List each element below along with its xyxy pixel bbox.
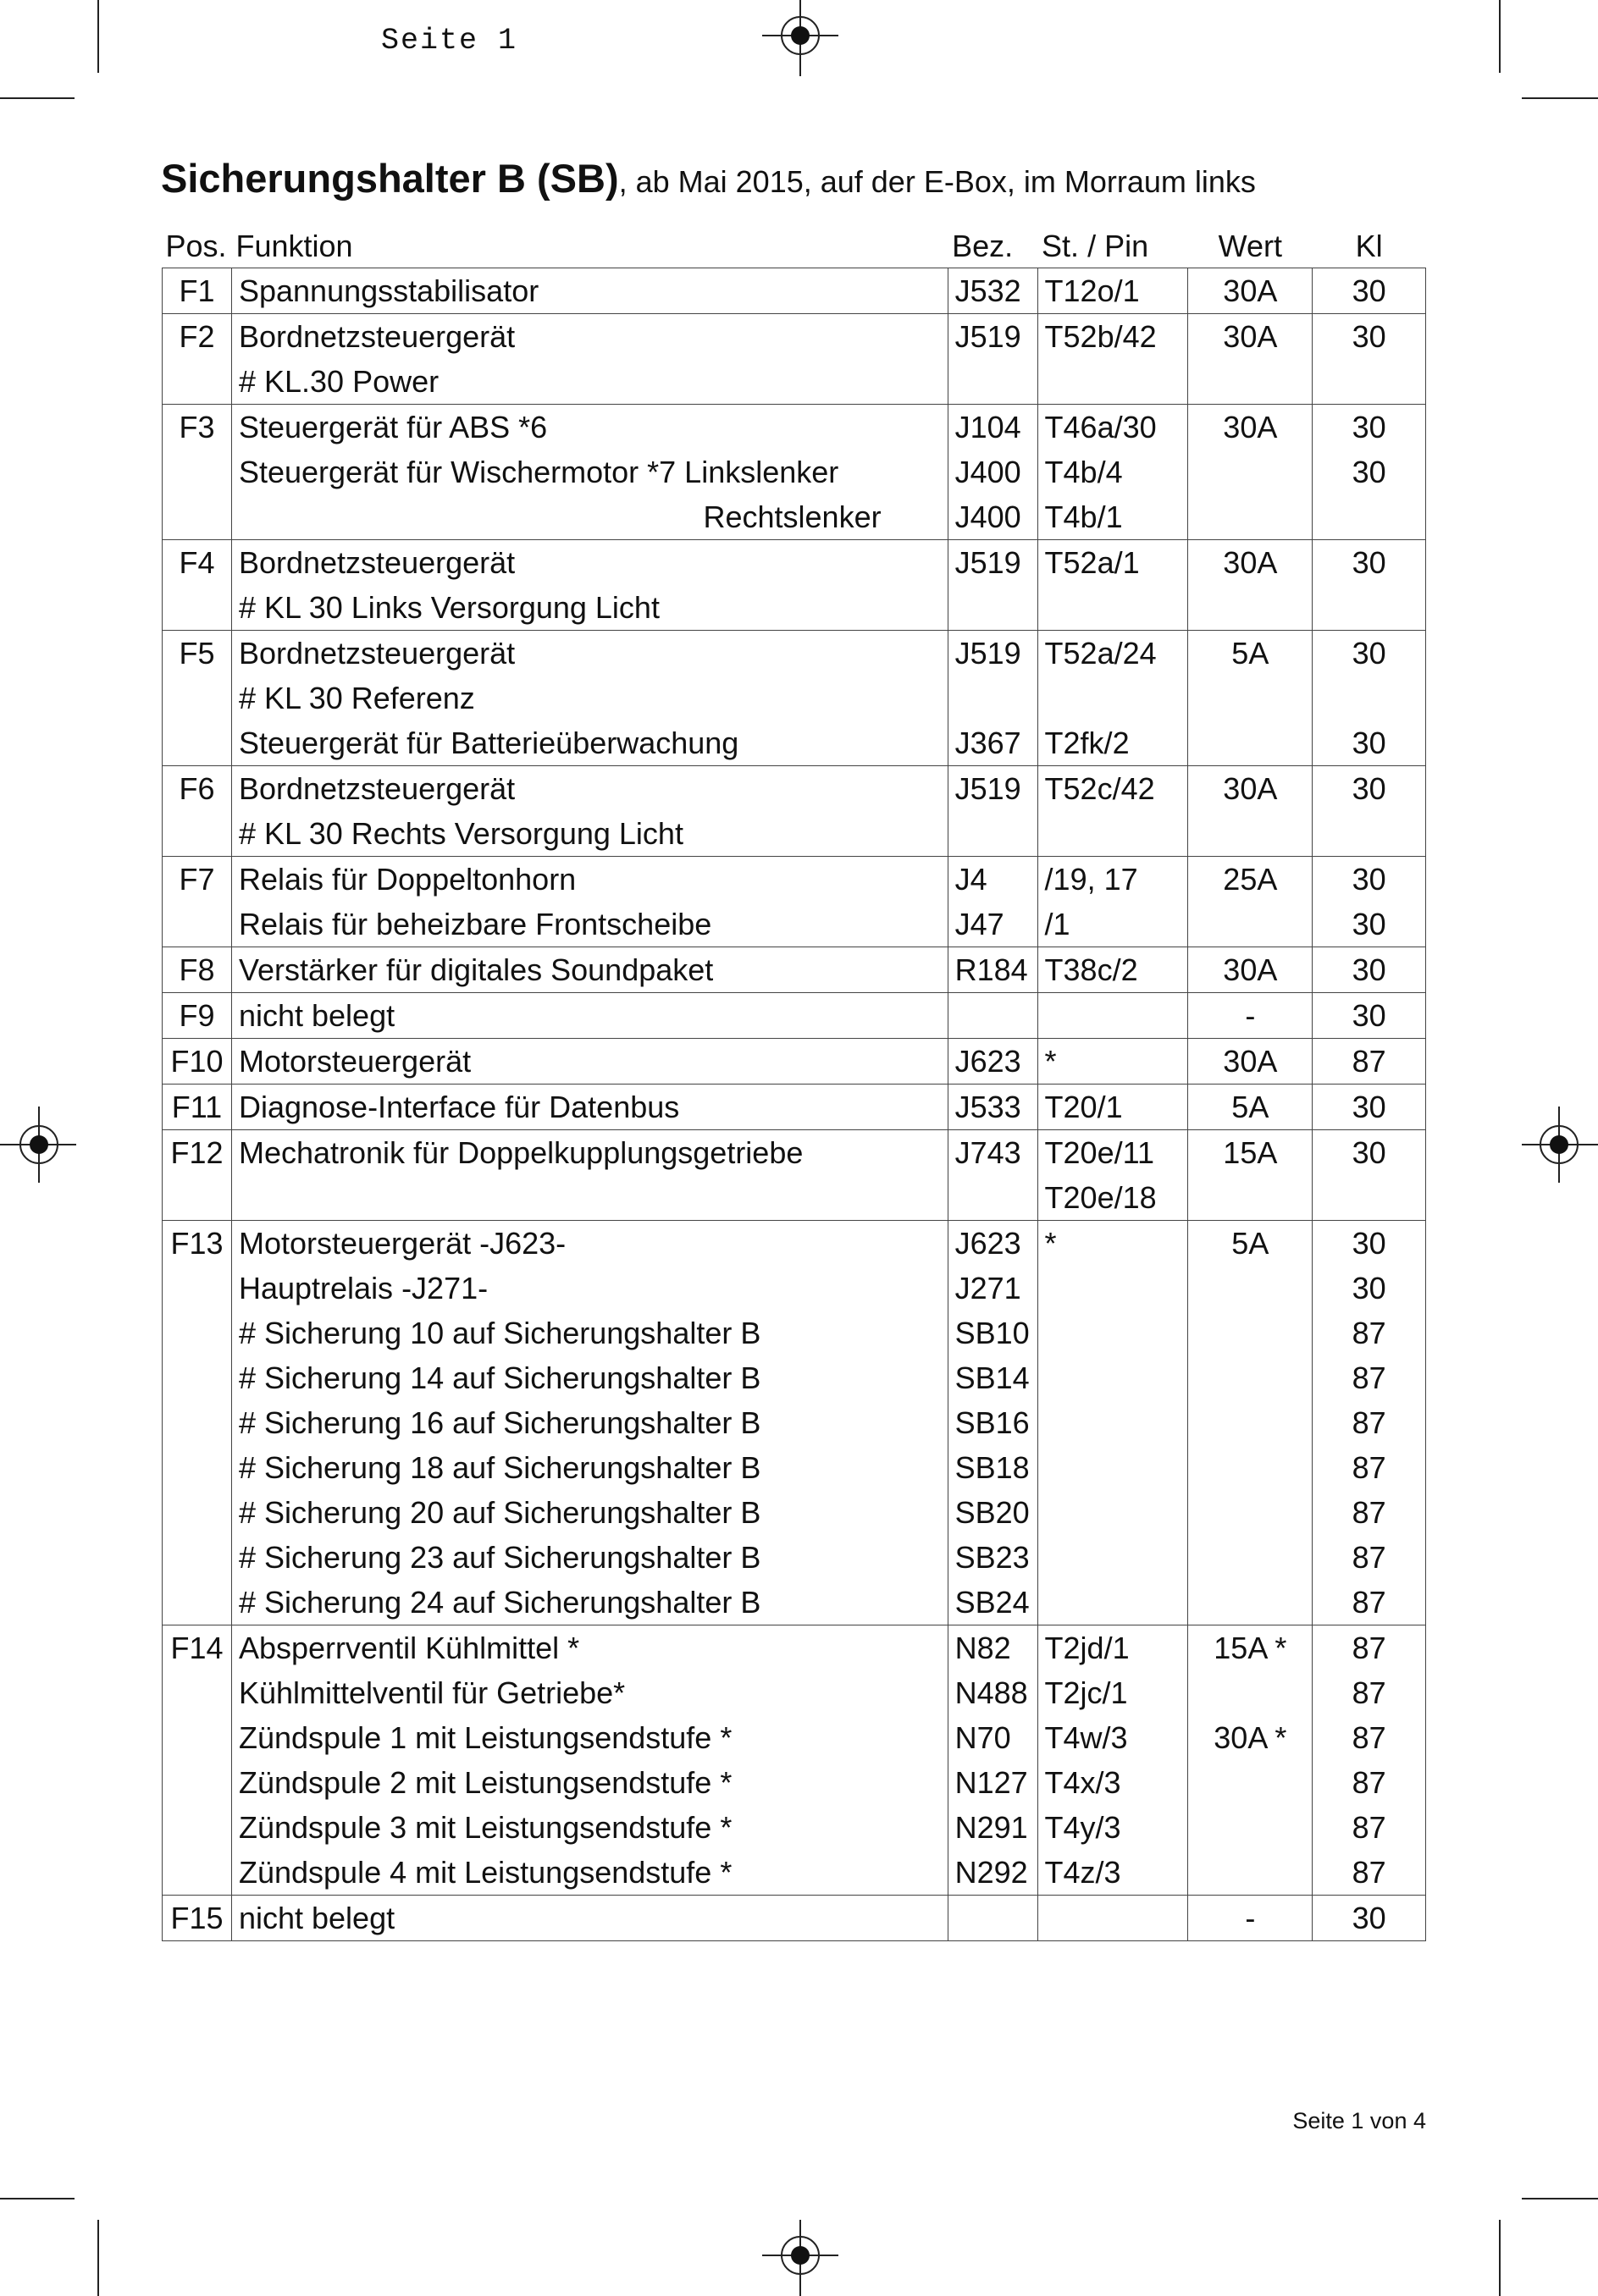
cell-funktion: Relais für beheizbare Frontscheibe	[231, 902, 948, 947]
cell-wert	[1188, 494, 1313, 540]
cell-funktion: # Sicherung 18 auf Sicherungshalter B	[231, 1445, 948, 1490]
cell-funktion: Steuergerät für ABS *6	[231, 405, 948, 450]
table-row	[163, 1355, 1426, 1400]
column-header-pos: Pos.	[163, 218, 232, 268]
cell-pos: F9	[163, 993, 232, 1039]
cell-bez: SB20	[948, 1490, 1037, 1535]
cell-wert: -	[1188, 993, 1313, 1039]
cell-pos	[163, 359, 232, 405]
cell-wert	[1188, 720, 1313, 766]
table-row	[163, 1670, 1426, 1715]
cell-wert	[1188, 1445, 1313, 1490]
table-row	[163, 494, 1426, 540]
cell-bez: J4	[948, 857, 1037, 902]
cell-pin	[1037, 1355, 1188, 1400]
table-row	[163, 359, 1426, 405]
cell-bez: J519	[948, 540, 1037, 586]
table-row	[163, 947, 1426, 993]
cell-pos	[163, 1311, 232, 1355]
table-row	[163, 1085, 1426, 1130]
crop-mark	[97, 2220, 99, 2296]
cell-kl: 87	[1313, 1039, 1426, 1085]
cell-wert: 30A *	[1188, 1715, 1313, 1760]
cell-wert	[1188, 1266, 1313, 1311]
table-row	[163, 1266, 1426, 1311]
cell-pin: T4b/1	[1037, 494, 1188, 540]
cell-bez	[948, 993, 1037, 1039]
cell-funktion: nicht belegt	[231, 993, 948, 1039]
cell-kl: 30	[1313, 993, 1426, 1039]
cell-kl: 87	[1313, 1311, 1426, 1355]
table-row	[163, 1130, 1426, 1176]
cell-bez	[948, 359, 1037, 405]
table-row	[163, 1311, 1426, 1355]
cell-pos: F12	[163, 1130, 232, 1176]
cell-funktion: Zündspule 2 mit Leistungsendstufe *	[231, 1760, 948, 1805]
cell-kl: 30	[1313, 1266, 1426, 1311]
cell-wert	[1188, 902, 1313, 947]
cell-bez: J367	[948, 720, 1037, 766]
cell-pin: T4y/3	[1037, 1805, 1188, 1850]
crop-mark	[1522, 2198, 1598, 2199]
cell-pin	[1037, 1896, 1188, 1941]
cell-pin	[1037, 811, 1188, 857]
cell-wert	[1188, 1670, 1313, 1715]
cell-wert: 15A	[1188, 1130, 1313, 1176]
crop-mark	[97, 0, 99, 73]
cell-pin: T4z/3	[1037, 1850, 1188, 1896]
table-row	[163, 1805, 1426, 1850]
cell-wert: 5A	[1188, 631, 1313, 676]
cell-kl	[1313, 1175, 1426, 1221]
column-header-funktion: Funktion	[231, 218, 948, 268]
cell-pos: F3	[163, 405, 232, 450]
table-row	[163, 1221, 1426, 1267]
cell-pos	[163, 585, 232, 631]
cell-wert: 30A	[1188, 947, 1313, 993]
cell-pos	[163, 1175, 232, 1221]
cell-pos	[163, 902, 232, 947]
cell-kl: 30	[1313, 1130, 1426, 1176]
cell-funktion: Steuergerät für Wischermotor *7 Linkslenker	[231, 450, 948, 494]
cell-bez: J623	[948, 1221, 1037, 1267]
cell-wert	[1188, 1580, 1313, 1625]
cell-bez: N292	[948, 1850, 1037, 1896]
cell-pin: T2fk/2	[1037, 720, 1188, 766]
cell-pin	[1037, 1580, 1188, 1625]
cell-kl: 30	[1313, 540, 1426, 586]
cell-funktion: Motorsteuergerät	[231, 1039, 948, 1085]
cell-pos: F4	[163, 540, 232, 586]
table-row	[163, 631, 1426, 676]
cell-pin: T20/1	[1037, 1085, 1188, 1130]
cell-bez: N127	[948, 1760, 1037, 1805]
table-row	[163, 585, 1426, 631]
cell-pos	[163, 1805, 232, 1850]
cell-pos: F11	[163, 1085, 232, 1130]
cell-wert	[1188, 1760, 1313, 1805]
cell-kl: 30	[1313, 631, 1426, 676]
cell-pin	[1037, 1535, 1188, 1580]
cell-funktion: # Sicherung 24 auf Sicherungshalter B	[231, 1580, 948, 1625]
cell-pos	[163, 494, 232, 540]
cell-pos: F1	[163, 268, 232, 314]
cell-pos	[163, 676, 232, 720]
table-row	[163, 902, 1426, 947]
cell-bez: N70	[948, 1715, 1037, 1760]
cell-pin	[1037, 1400, 1188, 1445]
cell-pos	[163, 1400, 232, 1445]
table-row	[163, 405, 1426, 450]
cell-funktion: Hauptrelais -J271-	[231, 1266, 948, 1311]
column-header-wert: Wert	[1188, 218, 1313, 268]
registration-mark-icon	[758, 2220, 843, 2296]
page-footer: Seite 1 von 4	[1292, 2108, 1426, 2133]
cell-kl: 87	[1313, 1445, 1426, 1490]
cell-pos	[163, 1850, 232, 1896]
cell-wert	[1188, 585, 1313, 631]
cell-wert: 25A	[1188, 857, 1313, 902]
table-row	[163, 1580, 1426, 1625]
cell-wert: 30A	[1188, 314, 1313, 360]
table-row	[163, 1039, 1426, 1085]
cell-pin: T20e/18	[1037, 1175, 1188, 1221]
cell-kl: 30	[1313, 766, 1426, 812]
cell-bez	[948, 811, 1037, 857]
cell-bez	[948, 676, 1037, 720]
cell-funktion: # KL 30 Links Versorgung Licht	[231, 585, 948, 631]
cell-pin: T46a/30	[1037, 405, 1188, 450]
cell-wert	[1188, 1535, 1313, 1580]
cell-pin: *	[1037, 1221, 1188, 1267]
cell-wert: 15A *	[1188, 1625, 1313, 1671]
cell-funktion: Verstärker für digitales Soundpaket	[231, 947, 948, 993]
cell-bez: R184	[948, 947, 1037, 993]
cell-bez: N82	[948, 1625, 1037, 1671]
cell-pin: T4x/3	[1037, 1760, 1188, 1805]
fuse-table	[162, 218, 1426, 1941]
cell-pos: F8	[163, 947, 232, 993]
cell-wert: -	[1188, 1896, 1313, 1941]
cell-bez: N488	[948, 1670, 1037, 1715]
cell-wert: 30A	[1188, 766, 1313, 812]
cell-kl: 87	[1313, 1580, 1426, 1625]
cell-pos	[163, 1445, 232, 1490]
cell-bez: SB18	[948, 1445, 1037, 1490]
cell-pin	[1037, 1445, 1188, 1490]
cell-bez	[948, 585, 1037, 631]
cell-pin	[1037, 1266, 1188, 1311]
cell-pin: T38c/2	[1037, 947, 1188, 993]
cell-funktion	[231, 494, 948, 540]
cell-funktion: Bordnetzsteuergerät	[231, 631, 948, 676]
cell-funktion: Bordnetzsteuergerät	[231, 540, 948, 586]
cell-pin: /19, 17	[1037, 857, 1188, 902]
cell-kl: 87	[1313, 1355, 1426, 1400]
cell-wert: 30A	[1188, 1039, 1313, 1085]
table-header-row	[163, 218, 1426, 268]
cell-pos: F2	[163, 314, 232, 360]
cell-bez	[948, 1896, 1037, 1941]
cell-bez: J271	[948, 1266, 1037, 1311]
cell-pin: T52c/42	[1037, 766, 1188, 812]
cell-bez: J519	[948, 631, 1037, 676]
cell-bez: J623	[948, 1039, 1037, 1085]
page-header-label: Seite 1	[381, 24, 518, 58]
cell-funktion: Absperrventil Kühlmittel *	[231, 1625, 948, 1671]
cell-pos	[163, 1760, 232, 1805]
cell-funktion: Spannungsstabilisator	[231, 268, 948, 314]
cell-pin	[1037, 1490, 1188, 1535]
cell-funktion	[231, 1175, 948, 1221]
cell-pos	[163, 1670, 232, 1715]
cell-kl: 87	[1313, 1850, 1426, 1896]
cell-funktion: Zündspule 1 mit Leistungsendstufe *	[231, 1715, 948, 1760]
table-row	[163, 268, 1426, 314]
cell-pin: T52a/24	[1037, 631, 1188, 676]
cell-pin: T2jd/1	[1037, 1625, 1188, 1671]
cell-bez: J47	[948, 902, 1037, 947]
table-row	[163, 993, 1426, 1039]
registration-mark-icon	[1522, 1102, 1598, 1187]
cell-pos: F5	[163, 631, 232, 676]
cell-wert: 30A	[1188, 540, 1313, 586]
table-row	[163, 314, 1426, 360]
cell-bez: SB10	[948, 1311, 1037, 1355]
table-row	[163, 857, 1426, 902]
cell-wert: 5A	[1188, 1085, 1313, 1130]
cell-funktion: # KL 30 Referenz	[231, 676, 948, 720]
crop-mark	[1499, 0, 1501, 73]
cell-bez: N291	[948, 1805, 1037, 1850]
cell-kl: 30	[1313, 268, 1426, 314]
cell-kl: 30	[1313, 947, 1426, 993]
cell-kl: 30	[1313, 857, 1426, 902]
cell-bez: SB23	[948, 1535, 1037, 1580]
cell-wert	[1188, 676, 1313, 720]
cell-funktion: # Sicherung 14 auf Sicherungshalter B	[231, 1355, 948, 1400]
table-row	[163, 720, 1426, 766]
cell-pin	[1037, 1311, 1188, 1355]
table-row	[163, 1535, 1426, 1580]
cell-pos: F10	[163, 1039, 232, 1085]
table-row	[163, 450, 1426, 494]
crop-mark	[0, 2198, 75, 2199]
cell-funktion: Zündspule 3 mit Leistungsendstufe *	[231, 1805, 948, 1850]
crop-mark	[1499, 2220, 1501, 2296]
cell-pin: T4b/4	[1037, 450, 1188, 494]
cell-funktion-text: Rechtslenker	[703, 499, 882, 534]
table-row	[163, 1490, 1426, 1535]
cell-bez: J400	[948, 450, 1037, 494]
cell-pos	[163, 811, 232, 857]
cell-pos: F7	[163, 857, 232, 902]
cell-kl: 87	[1313, 1805, 1426, 1850]
cell-kl	[1313, 676, 1426, 720]
column-header-kl: Kl	[1313, 218, 1426, 268]
table-row	[163, 1715, 1426, 1760]
cell-kl: 30	[1313, 902, 1426, 947]
cell-pos	[163, 1490, 232, 1535]
cell-pos	[163, 1580, 232, 1625]
cell-pin: T12o/1	[1037, 268, 1188, 314]
table-row	[163, 1760, 1426, 1805]
cell-pos	[163, 1355, 232, 1400]
cell-bez	[948, 1175, 1037, 1221]
table-row	[163, 1625, 1426, 1671]
table-row	[163, 1896, 1426, 1941]
cell-kl	[1313, 359, 1426, 405]
cell-pin: T52b/42	[1037, 314, 1188, 360]
table-row	[163, 1850, 1426, 1896]
cell-wert: 30A	[1188, 405, 1313, 450]
cell-pos	[163, 720, 232, 766]
cell-funktion: nicht belegt	[231, 1896, 948, 1941]
cell-kl: 87	[1313, 1760, 1426, 1805]
cell-funktion: # Sicherung 10 auf Sicherungshalter B	[231, 1311, 948, 1355]
cell-pin	[1037, 993, 1188, 1039]
cell-funktion: Bordnetzsteuergerät	[231, 314, 948, 360]
cell-bez: SB16	[948, 1400, 1037, 1445]
cell-kl: 30	[1313, 405, 1426, 450]
cell-wert	[1188, 1400, 1313, 1445]
table-row	[163, 1445, 1426, 1490]
table-row	[163, 1400, 1426, 1445]
cell-pin	[1037, 585, 1188, 631]
cell-bez: J743	[948, 1130, 1037, 1176]
cell-wert	[1188, 1805, 1313, 1850]
crop-mark	[1522, 97, 1598, 99]
cell-pos: F6	[163, 766, 232, 812]
cell-bez: J104	[948, 405, 1037, 450]
table-row	[163, 766, 1426, 812]
cell-funktion: Relais für Doppeltonhorn	[231, 857, 948, 902]
cell-kl	[1313, 811, 1426, 857]
cell-wert	[1188, 1490, 1313, 1535]
cell-kl: 30	[1313, 314, 1426, 360]
cell-bez: J533	[948, 1085, 1037, 1130]
cell-bez: J519	[948, 314, 1037, 360]
cell-funktion: Motorsteuergerät -J623-	[231, 1221, 948, 1267]
cell-bez: SB24	[948, 1580, 1037, 1625]
cell-pin	[1037, 359, 1188, 405]
cell-kl: 30	[1313, 1221, 1426, 1267]
cell-funktion: # KL 30 Rechts Versorgung Licht	[231, 811, 948, 857]
registration-mark-icon	[0, 1102, 76, 1187]
cell-funktion: # Sicherung 23 auf Sicherungshalter B	[231, 1535, 948, 1580]
cell-funktion: Diagnose-Interface für Datenbus	[231, 1085, 948, 1130]
cell-funktion: # Sicherung 16 auf Sicherungshalter B	[231, 1400, 948, 1445]
cell-bez: J532	[948, 268, 1037, 314]
cell-funktion: Kühlmittelventil für Getriebe*	[231, 1670, 948, 1715]
column-header-bez: Bez.	[948, 218, 1037, 268]
cell-wert	[1188, 811, 1313, 857]
cell-funktion: Steuergerät für Batterieüberwachung	[231, 720, 948, 766]
cell-bez: J519	[948, 766, 1037, 812]
cell-pos: F13	[163, 1221, 232, 1267]
cell-bez: J400	[948, 494, 1037, 540]
cell-kl: 87	[1313, 1490, 1426, 1535]
cell-kl: 87	[1313, 1400, 1426, 1445]
cell-kl	[1313, 494, 1426, 540]
cell-bez: SB14	[948, 1355, 1037, 1400]
table-row	[163, 540, 1426, 586]
cell-wert	[1188, 1175, 1313, 1221]
cell-pin: T4w/3	[1037, 1715, 1188, 1760]
cell-wert	[1188, 1311, 1313, 1355]
cell-wert	[1188, 1850, 1313, 1896]
cell-kl: 30	[1313, 720, 1426, 766]
cell-funktion: Mechatronik für Doppelkupplungsgetriebe	[231, 1130, 948, 1176]
cell-wert	[1188, 359, 1313, 405]
cell-kl: 87	[1313, 1535, 1426, 1580]
cell-kl: 87	[1313, 1715, 1426, 1760]
cell-funktion: Zündspule 4 mit Leistungsendstufe *	[231, 1850, 948, 1896]
cell-pos	[163, 1715, 232, 1760]
title-main: Sicherungshalter B (SB)	[161, 156, 619, 201]
cell-pos: F15	[163, 1896, 232, 1941]
cell-kl: 87	[1313, 1670, 1426, 1715]
cell-funktion: # Sicherung 20 auf Sicherungshalter B	[231, 1490, 948, 1535]
cell-wert: 5A	[1188, 1221, 1313, 1267]
cell-funktion: Bordnetzsteuergerät	[231, 766, 948, 812]
cell-pin: *	[1037, 1039, 1188, 1085]
cell-pin: T52a/1	[1037, 540, 1188, 586]
page-title	[161, 155, 1256, 201]
cell-pin: T2jc/1	[1037, 1670, 1188, 1715]
table-row	[163, 1175, 1426, 1221]
cell-kl: 30	[1313, 1085, 1426, 1130]
cell-kl	[1313, 585, 1426, 631]
cell-pin	[1037, 676, 1188, 720]
cell-wert	[1188, 450, 1313, 494]
cell-pos	[163, 450, 232, 494]
title-subtitle: , ab Mai 2015, auf der E-Box, im Morraum links	[618, 164, 1256, 199]
cell-pos	[163, 1535, 232, 1580]
cell-funktion: # KL.30 Power	[231, 359, 948, 405]
cell-pin: /1	[1037, 902, 1188, 947]
registration-mark-icon	[758, 0, 843, 76]
cell-pos	[163, 1266, 232, 1311]
cell-kl: 30	[1313, 450, 1426, 494]
cell-wert	[1188, 1355, 1313, 1400]
column-header-pin: St. / Pin	[1037, 218, 1188, 268]
crop-mark	[0, 97, 75, 99]
cell-wert: 30A	[1188, 268, 1313, 314]
cell-pos: F14	[163, 1625, 232, 1671]
cell-kl: 87	[1313, 1625, 1426, 1671]
cell-kl: 30	[1313, 1896, 1426, 1941]
table-row	[163, 811, 1426, 857]
table-row	[163, 676, 1426, 720]
cell-pin: T20e/11	[1037, 1130, 1188, 1176]
